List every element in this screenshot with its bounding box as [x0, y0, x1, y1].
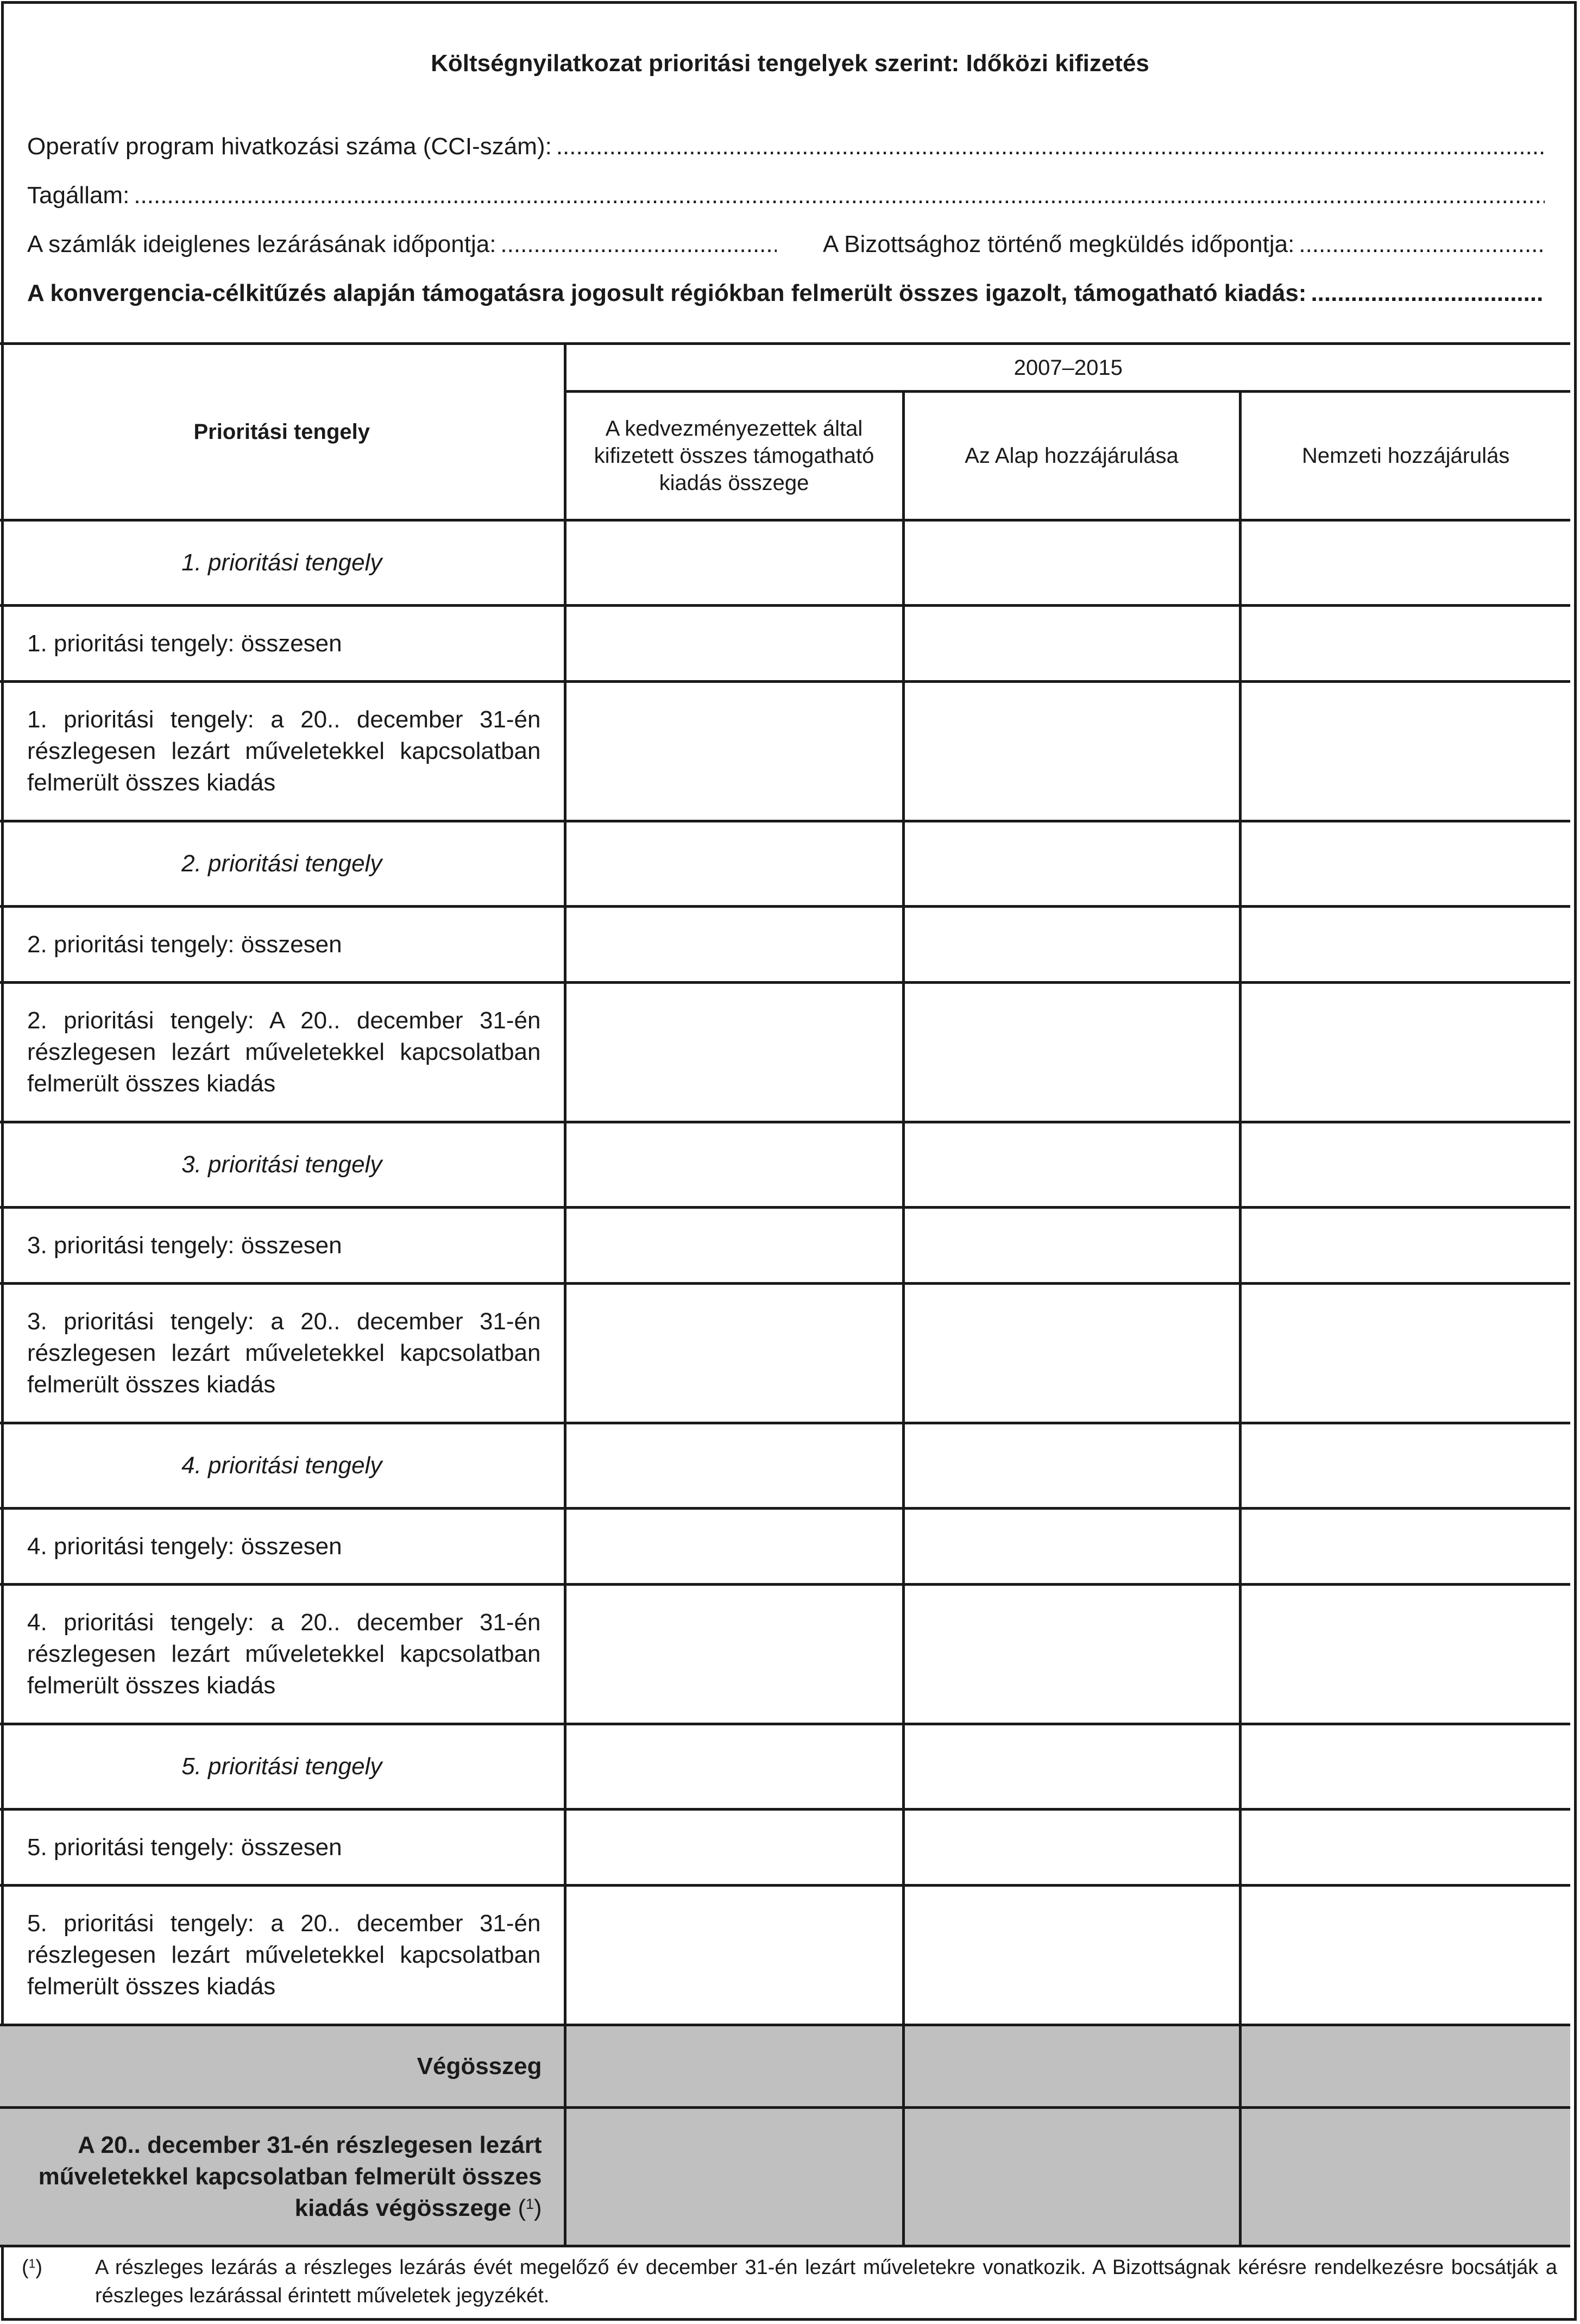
- table-row: [0, 907, 1570, 983]
- amount-cell-fund[interactable]: [903, 1585, 1240, 1724]
- priority-axis-total-label: 5. prioritási tengely: összesen: [0, 1810, 565, 1886]
- table-row: [0, 1810, 1570, 1886]
- amount-cell-fund[interactable]: [903, 1284, 1240, 1423]
- cci-field: [27, 133, 1545, 160]
- commission-sending-label: A Bizottsághoz történő megküldés időpontja:: [823, 231, 1295, 257]
- amount-cell-national[interactable]: [1240, 1122, 1570, 1208]
- partial-grand-total-cell: [0, 2108, 565, 2246]
- amount-cell-fund[interactable]: [903, 2108, 1240, 2246]
- priority-axis-heading: 5. prioritási tengely: [0, 1724, 565, 1810]
- dates-field-row: [27, 231, 1545, 258]
- amount-cell-fund[interactable]: [903, 1509, 1240, 1585]
- amount-cell-fund[interactable]: [903, 520, 1240, 606]
- amount-cell-national[interactable]: [1240, 2108, 1570, 2246]
- priority-axis-partial-label: 5. prioritási tengely: a 20.. december 31-én részlegesen lezárt műveletekkel kapcsolatban felmerült összes kiadás: [0, 1886, 565, 2025]
- table-row: [0, 606, 1570, 682]
- provisional-closure-field: [27, 231, 777, 258]
- header-national-contribution: Nemzeti hozzájárulás: [1240, 392, 1570, 520]
- footnote: [22, 2253, 1557, 2310]
- amount-cell-national[interactable]: [1240, 520, 1570, 606]
- amount-cell-total[interactable]: [565, 907, 903, 983]
- amount-cell-national[interactable]: [1240, 1208, 1570, 1284]
- expenditure-table: [0, 342, 1570, 2247]
- footnote-marker: ($^1$): [22, 2256, 42, 2279]
- amount-cell-national[interactable]: [1240, 983, 1570, 1122]
- amount-cell-national[interactable]: [1240, 1724, 1570, 1810]
- priority-axis-partial-label: 3. prioritási tengely: a 20.. december 31-én részlegesen lezárt műveletekkel kapcsolatban felmerült összes kiadás: [0, 1284, 565, 1423]
- header-priority-axis: Prioritási tengely: [0, 344, 565, 520]
- amount-cell-fund[interactable]: [903, 821, 1240, 907]
- table-row: [0, 1284, 1570, 1423]
- grand-total-row: [0, 2025, 1570, 2108]
- header-total-eligible: A kedvezményezettek által kifizetett összes támogatható kiadás összege: [565, 392, 903, 520]
- priority-axis-heading: 2. prioritási tengely: [0, 821, 565, 907]
- amount-cell-fund[interactable]: [903, 1724, 1240, 1810]
- amount-cell-fund[interactable]: [903, 907, 1240, 983]
- table-row: [0, 682, 1570, 821]
- table-header-row-period: [0, 344, 1570, 392]
- table-row: [0, 1585, 1570, 1724]
- header-period: 2007–2015: [565, 344, 1570, 392]
- amount-cell-total[interactable]: [565, 682, 903, 821]
- convergence-fill-line[interactable]: [1311, 280, 1545, 307]
- amount-cell-total[interactable]: [565, 2108, 903, 2246]
- priority-axis-total-label: 2. prioritási tengely: összesen: [0, 907, 565, 983]
- amount-cell-total[interactable]: [565, 1509, 903, 1585]
- table-row: [0, 1208, 1570, 1284]
- amount-cell-total[interactable]: [565, 1886, 903, 2025]
- amount-cell-national[interactable]: [1240, 1810, 1570, 1886]
- header-fund-contribution: Az Alap hozzájárulása: [903, 392, 1240, 520]
- provisional-closure-label: A számlák ideiglenes lezárásának időpontja:: [27, 231, 496, 257]
- amount-cell-fund[interactable]: [903, 606, 1240, 682]
- amount-cell-national[interactable]: [1240, 1585, 1570, 1724]
- convergence-label: A konvergencia-célkitűzés alapján támogatásra jogosult régiókban felmerült összes igazolt, támogatható kiadás:: [27, 280, 1307, 306]
- amount-cell-fund[interactable]: [903, 1423, 1240, 1509]
- priority-axis-total-label: 4. prioritási tengely: összesen: [0, 1509, 565, 1585]
- member-state-field: [27, 182, 1545, 209]
- table-row: [0, 821, 1570, 907]
- table-row: [0, 1423, 1570, 1509]
- amount-cell-total[interactable]: [565, 1284, 903, 1423]
- amount-cell-national[interactable]: [1240, 1886, 1570, 2025]
- footnote-reference: ($^1$): [518, 2195, 542, 2221]
- amount-cell-national[interactable]: [1240, 907, 1570, 983]
- amount-cell-total[interactable]: [565, 606, 903, 682]
- priority-axis-partial-label: 1. prioritási tengely: a 20.. december 31-én részlegesen lezárt műveletekkel kapcsolatban felmerült összes kiadás: [0, 682, 565, 821]
- amount-cell-total[interactable]: [565, 1208, 903, 1284]
- partial-grand-total-row: [0, 2108, 1570, 2246]
- amount-cell-national[interactable]: [1240, 821, 1570, 907]
- amount-cell-fund[interactable]: [903, 1122, 1240, 1208]
- amount-cell-total[interactable]: [565, 1724, 903, 1810]
- grand-total-label: Végösszeg: [0, 2025, 565, 2108]
- cci-label: Operatív program hivatkozási száma (CCI-szám):: [27, 133, 552, 160]
- provisional-closure-fill-line[interactable]: [500, 231, 777, 258]
- member-state-label: Tagállam:: [27, 182, 130, 209]
- table-row: [0, 1122, 1570, 1208]
- table-row: [0, 1886, 1570, 2025]
- table-row: [0, 1724, 1570, 1810]
- amount-cell-total[interactable]: [565, 983, 903, 1122]
- amount-cell-fund[interactable]: [903, 1208, 1240, 1284]
- amount-cell-fund[interactable]: [903, 2025, 1240, 2108]
- member-state-fill-line[interactable]: [134, 182, 1545, 209]
- amount-cell-fund[interactable]: [903, 1810, 1240, 1886]
- priority-axis-heading: 3. prioritási tengely: [0, 1122, 565, 1208]
- priority-axis-total-label: 3. prioritási tengely: összesen: [0, 1208, 565, 1284]
- amount-cell-national[interactable]: [1240, 1284, 1570, 1423]
- priority-axis-partial-label: 2. prioritási tengely: A 20.. december 31-én részlegesen lezárt műveletekkel kapcsolatban felmerült összes kiadás: [0, 983, 565, 1122]
- form-title: Költségnyilatkozat prioritási tengelyek szerint: Időközi kifizetés: [431, 50, 1149, 77]
- priority-axis-heading: 4. prioritási tengely: [0, 1423, 565, 1509]
- amount-cell-total[interactable]: [565, 1585, 903, 1724]
- amount-cell-total[interactable]: [565, 1423, 903, 1509]
- amount-cell-total[interactable]: [565, 1122, 903, 1208]
- amount-cell-national[interactable]: [1240, 2025, 1570, 2108]
- amount-cell-national[interactable]: [1240, 606, 1570, 682]
- amount-cell-total[interactable]: [565, 520, 903, 606]
- table-row: [0, 983, 1570, 1122]
- amount-cell-national[interactable]: [1240, 1509, 1570, 1585]
- footnote-text: A részleges lezárás a részleges lezárás évét megelőző év december 31-én lezárt műveletekre vonatkozik. A Bizottságnak kérésre rendelkezésre bocsátják a részleges lezárással érintett műveletek jegyzékét.: [95, 2256, 1557, 2307]
- convergence-field: [27, 280, 1545, 307]
- table-row: [0, 1509, 1570, 1585]
- cci-fill-line[interactable]: [556, 133, 1545, 160]
- table-row: [0, 520, 1570, 606]
- partial-grand-total-label: A 20.. december 31-én részlegesen lezárt műveletekkel kapcsolatban felmerült összes kiadás végösszege: [38, 2132, 542, 2221]
- amount-cell-total[interactable]: [565, 821, 903, 907]
- amount-cell-national[interactable]: [1240, 1423, 1570, 1509]
- priority-axis-total-label: 1. prioritási tengely: összesen: [0, 606, 565, 682]
- priority-axis-partial-label: 4. prioritási tengely: a 20.. december 31-én részlegesen lezárt műveletekkel kapcsolatban felmerült összes kiadás: [0, 1585, 565, 1724]
- commission-sending-field: [823, 231, 1545, 258]
- commission-sending-fill-line[interactable]: [1299, 231, 1545, 258]
- amount-cell-fund[interactable]: [903, 682, 1240, 821]
- amount-cell-fund[interactable]: [903, 1886, 1240, 2025]
- amount-cell-total[interactable]: [565, 2025, 903, 2108]
- priority-axis-heading: 1. prioritási tengely: [0, 520, 565, 606]
- amount-cell-national[interactable]: [1240, 682, 1570, 821]
- amount-cell-fund[interactable]: [903, 983, 1240, 1122]
- amount-cell-total[interactable]: [565, 1810, 903, 1886]
